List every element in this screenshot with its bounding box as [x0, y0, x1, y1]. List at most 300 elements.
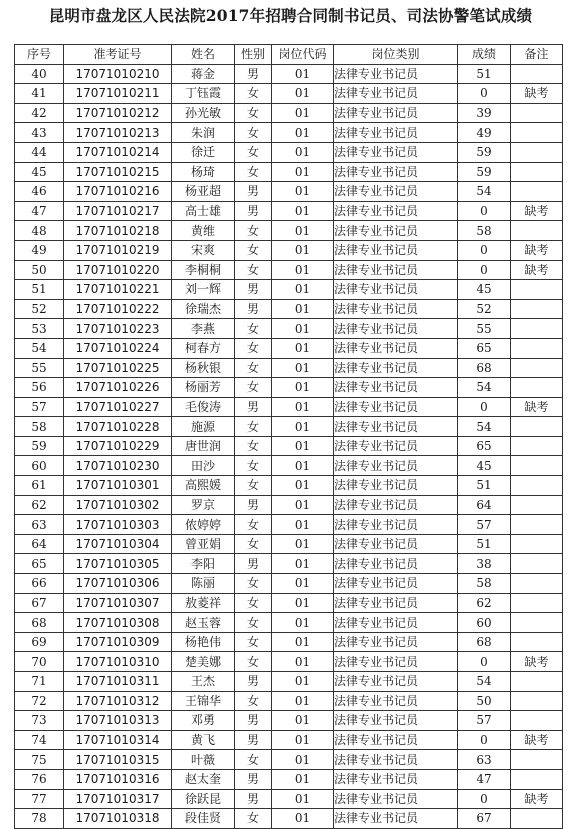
- cell-post-code: 01: [272, 260, 334, 280]
- cell-note: [511, 142, 563, 162]
- cell-post-code: 01: [272, 672, 334, 692]
- cell-post-code: 01: [272, 319, 334, 339]
- cell-seq: 61: [15, 476, 64, 496]
- table-row: [15, 554, 563, 574]
- cell-score: 39: [458, 103, 511, 123]
- cell-name: 黄维: [172, 221, 235, 241]
- cell-seq: 40: [15, 64, 64, 84]
- table-row: [15, 299, 563, 319]
- table-row: [15, 182, 563, 202]
- cell-gender: 女: [235, 750, 272, 770]
- cell-post-code: 01: [272, 769, 334, 789]
- table-row: [15, 574, 563, 594]
- cell-exam-number: 17071010311: [64, 672, 172, 692]
- header-post-code: 岗位代码: [272, 45, 334, 65]
- cell-note: 缺考: [511, 201, 563, 221]
- cell-note: [511, 456, 563, 476]
- cell-post-category: 法律专业书记员: [334, 495, 458, 515]
- cell-note: [511, 358, 563, 378]
- cell-name: 徐迁: [172, 142, 235, 162]
- cell-gender: 女: [235, 574, 272, 594]
- cell-post-category: 法律专业书记员: [334, 730, 458, 750]
- cell-post-code: 01: [272, 182, 334, 202]
- cell-post-code: 01: [272, 750, 334, 770]
- cell-seq: 63: [15, 515, 64, 535]
- cell-post-category: 法律专业书记员: [334, 672, 458, 692]
- cell-seq: 53: [15, 319, 64, 339]
- table-row: [15, 613, 563, 633]
- cell-post-code: 01: [272, 378, 334, 398]
- cell-note: [511, 280, 563, 300]
- cell-score: 60: [458, 613, 511, 633]
- cell-note: [511, 809, 563, 829]
- cell-score: 51: [458, 534, 511, 554]
- cell-name: 赵太奎: [172, 769, 235, 789]
- cell-seq: 41: [15, 84, 64, 104]
- cell-score: 65: [458, 338, 511, 358]
- cell-name: 李桐桐: [172, 260, 235, 280]
- cell-score: 0: [458, 397, 511, 417]
- header-exam-number: 准考证号: [64, 45, 172, 65]
- cell-gender: 女: [235, 632, 272, 652]
- cell-seq: 58: [15, 417, 64, 437]
- cell-name: 赵玉蓉: [172, 613, 235, 633]
- table-row: [15, 436, 563, 456]
- table-body: [15, 64, 563, 828]
- cell-score: 67: [458, 809, 511, 829]
- cell-name: 李阳: [172, 554, 235, 574]
- cell-exam-number: 17071010309: [64, 632, 172, 652]
- cell-seq: 44: [15, 142, 64, 162]
- cell-gender: 女: [235, 162, 272, 182]
- cell-score: 0: [458, 260, 511, 280]
- cell-exam-number: 17071010310: [64, 652, 172, 672]
- cell-gender: 女: [235, 260, 272, 280]
- table-row: [15, 691, 563, 711]
- table-row: [15, 515, 563, 535]
- cell-gender: 女: [235, 417, 272, 437]
- cell-exam-number: 17071010211: [64, 84, 172, 104]
- cell-score: 0: [458, 789, 511, 809]
- header-row: [15, 45, 563, 65]
- cell-gender: 女: [235, 476, 272, 496]
- cell-exam-number: 17071010304: [64, 534, 172, 554]
- cell-post-category: 法律专业书记员: [334, 84, 458, 104]
- cell-post-category: 法律专业书记员: [334, 319, 458, 339]
- cell-score: 47: [458, 769, 511, 789]
- page-title: 昆明市盘龙区人民法院2017年招聘合同制书记员、司法协警笔试成绩: [48, 6, 533, 25]
- cell-score: 57: [458, 515, 511, 535]
- cell-post-category: 法律专业书记员: [334, 613, 458, 633]
- cell-score: 58: [458, 221, 511, 241]
- cell-post-category: 法律专业书记员: [334, 652, 458, 672]
- cell-name: 邓勇: [172, 711, 235, 731]
- cell-score: 55: [458, 319, 511, 339]
- cell-gender: 男: [235, 201, 272, 221]
- cell-name: 杨艳伟: [172, 632, 235, 652]
- cell-post-category: 法律专业书记员: [334, 378, 458, 398]
- table-row: [15, 103, 563, 123]
- cell-gender: 女: [235, 142, 272, 162]
- cell-note: [511, 672, 563, 692]
- table-row: [15, 476, 563, 496]
- table-row: [15, 495, 563, 515]
- cell-exam-number: 17071010313: [64, 711, 172, 731]
- cell-exam-number: 17071010230: [64, 456, 172, 476]
- cell-exam-number: 17071010213: [64, 123, 172, 143]
- cell-score: 54: [458, 378, 511, 398]
- cell-post-category: 法律专业书记员: [334, 162, 458, 182]
- table-row: [15, 672, 563, 692]
- cell-score: 54: [458, 182, 511, 202]
- cell-note: [511, 691, 563, 711]
- cell-post-category: 法律专业书记员: [334, 299, 458, 319]
- cell-note: [511, 162, 563, 182]
- cell-gender: 男: [235, 64, 272, 84]
- cell-gender: 女: [235, 691, 272, 711]
- cell-post-category: 法律专业书记员: [334, 280, 458, 300]
- cell-note: [511, 593, 563, 613]
- cell-seq: 54: [15, 338, 64, 358]
- cell-gender: 男: [235, 182, 272, 202]
- cell-name: 朱润: [172, 123, 235, 143]
- table-row: [15, 417, 563, 437]
- cell-name: 毛俊涛: [172, 397, 235, 417]
- cell-seq: 49: [15, 240, 64, 260]
- cell-post-category: 法律专业书记员: [334, 515, 458, 535]
- cell-note: [511, 534, 563, 554]
- cell-score: 68: [458, 358, 511, 378]
- cell-name: 侬婷婷: [172, 515, 235, 535]
- cell-score: 65: [458, 436, 511, 456]
- cell-post-code: 01: [272, 358, 334, 378]
- cell-score: 0: [458, 84, 511, 104]
- cell-gender: 女: [235, 593, 272, 613]
- cell-seq: 66: [15, 574, 64, 594]
- cell-name: 宋爽: [172, 240, 235, 260]
- cell-name: 段佳贤: [172, 809, 235, 829]
- cell-post-code: 01: [272, 613, 334, 633]
- table-row: [15, 711, 563, 731]
- header-score: 成绩: [458, 45, 511, 65]
- cell-score: 45: [458, 280, 511, 300]
- cell-seq: 72: [15, 691, 64, 711]
- cell-exam-number: 17071010316: [64, 769, 172, 789]
- cell-exam-number: 17071010223: [64, 319, 172, 339]
- cell-note: [511, 574, 563, 594]
- cell-gender: 女: [235, 809, 272, 829]
- cell-seq: 69: [15, 632, 64, 652]
- table-row: [15, 64, 563, 84]
- cell-gender: 女: [235, 358, 272, 378]
- cell-post-code: 01: [272, 574, 334, 594]
- cell-exam-number: 17071010306: [64, 574, 172, 594]
- cell-exam-number: 17071010219: [64, 240, 172, 260]
- cell-post-category: 法律专业书记员: [334, 260, 458, 280]
- cell-score: 54: [458, 417, 511, 437]
- header-gender: 性别: [235, 45, 272, 65]
- cell-seq: 45: [15, 162, 64, 182]
- cell-seq: 77: [15, 789, 64, 809]
- cell-note: [511, 495, 563, 515]
- table-row: [15, 201, 563, 221]
- cell-seq: 67: [15, 593, 64, 613]
- table-row: [15, 652, 563, 672]
- cell-score: 51: [458, 64, 511, 84]
- cell-gender: 男: [235, 789, 272, 809]
- cell-post-category: 法律专业书记员: [334, 201, 458, 221]
- cell-exam-number: 17071010308: [64, 613, 172, 633]
- cell-note: 缺考: [511, 730, 563, 750]
- cell-note: [511, 299, 563, 319]
- cell-exam-number: 17071010215: [64, 162, 172, 182]
- cell-post-category: 法律专业书记员: [334, 456, 458, 476]
- table-row: [15, 280, 563, 300]
- cell-name: 黄飞: [172, 730, 235, 750]
- cell-seq: 62: [15, 495, 64, 515]
- cell-post-code: 01: [272, 809, 334, 829]
- cell-gender: 女: [235, 319, 272, 339]
- cell-exam-number: 17071010227: [64, 397, 172, 417]
- cell-exam-number: 17071010301: [64, 476, 172, 496]
- cell-post-code: 01: [272, 515, 334, 535]
- cell-note: [511, 182, 563, 202]
- cell-name: 徐跃昆: [172, 789, 235, 809]
- cell-post-code: 01: [272, 436, 334, 456]
- cell-post-category: 法律专业书记员: [334, 436, 458, 456]
- table-row: [15, 319, 563, 339]
- cell-post-category: 法律专业书记员: [334, 240, 458, 260]
- cell-post-code: 01: [272, 84, 334, 104]
- cell-name: 杨亚超: [172, 182, 235, 202]
- cell-exam-number: 17071010220: [64, 260, 172, 280]
- cell-seq: 51: [15, 280, 64, 300]
- cell-post-code: 01: [272, 495, 334, 515]
- cell-name: 王锦华: [172, 691, 235, 711]
- cell-exam-number: 17071010221: [64, 280, 172, 300]
- cell-exam-number: 17071010314: [64, 730, 172, 750]
- cell-exam-number: 17071010212: [64, 103, 172, 123]
- cell-post-category: 法律专业书记员: [334, 397, 458, 417]
- cell-post-category: 法律专业书记员: [334, 358, 458, 378]
- header-name: 姓名: [172, 45, 235, 65]
- cell-score: 51: [458, 476, 511, 496]
- cell-note: [511, 613, 563, 633]
- cell-exam-number: 17071010312: [64, 691, 172, 711]
- cell-seq: 78: [15, 809, 64, 829]
- cell-seq: 57: [15, 397, 64, 417]
- cell-seq: 43: [15, 123, 64, 143]
- cell-exam-number: 17071010217: [64, 201, 172, 221]
- cell-score: 0: [458, 240, 511, 260]
- cell-score: 50: [458, 691, 511, 711]
- cell-post-code: 01: [272, 142, 334, 162]
- cell-note: [511, 769, 563, 789]
- cell-name: 蒋金: [172, 64, 235, 84]
- table-row: [15, 730, 563, 750]
- cell-post-code: 01: [272, 103, 334, 123]
- cell-post-code: 01: [272, 299, 334, 319]
- table-row: [15, 338, 563, 358]
- cell-exam-number: 17071010210: [64, 64, 172, 84]
- cell-exam-number: 17071010226: [64, 378, 172, 398]
- table-row: [15, 260, 563, 280]
- cell-note: [511, 417, 563, 437]
- cell-post-category: 法律专业书记员: [334, 338, 458, 358]
- cell-post-code: 01: [272, 240, 334, 260]
- cell-post-category: 法律专业书记员: [334, 632, 458, 652]
- cell-note: 缺考: [511, 240, 563, 260]
- header-note: 备注: [511, 45, 563, 65]
- cell-note: [511, 378, 563, 398]
- cell-gender: 男: [235, 769, 272, 789]
- cell-post-category: 法律专业书记员: [334, 711, 458, 731]
- cell-post-category: 法律专业书记员: [334, 750, 458, 770]
- cell-seq: 42: [15, 103, 64, 123]
- cell-gender: 女: [235, 103, 272, 123]
- cell-seq: 71: [15, 672, 64, 692]
- cell-post-code: 01: [272, 554, 334, 574]
- cell-score: 52: [458, 299, 511, 319]
- cell-name: 丁钰霞: [172, 84, 235, 104]
- table-row: [15, 397, 563, 417]
- cell-exam-number: 17071010224: [64, 338, 172, 358]
- cell-post-category: 法律专业书记员: [334, 789, 458, 809]
- cell-score: 54: [458, 672, 511, 692]
- table-row: [15, 750, 563, 770]
- cell-exam-number: 17071010317: [64, 789, 172, 809]
- cell-name: 杨秋银: [172, 358, 235, 378]
- cell-post-code: 01: [272, 652, 334, 672]
- cell-note: [511, 711, 563, 731]
- cell-post-category: 法律专业书记员: [334, 691, 458, 711]
- cell-score: 0: [458, 730, 511, 750]
- cell-post-category: 法律专业书记员: [334, 142, 458, 162]
- cell-note: 缺考: [511, 260, 563, 280]
- cell-note: [511, 632, 563, 652]
- cell-post-code: 01: [272, 397, 334, 417]
- cell-gender: 女: [235, 436, 272, 456]
- cell-seq: 68: [15, 613, 64, 633]
- cell-exam-number: 17071010307: [64, 593, 172, 613]
- cell-gender: 男: [235, 299, 272, 319]
- cell-post-category: 法律专业书记员: [334, 476, 458, 496]
- cell-exam-number: 17071010302: [64, 495, 172, 515]
- cell-score: 59: [458, 162, 511, 182]
- cell-exam-number: 17071010315: [64, 750, 172, 770]
- cell-name: 李燕: [172, 319, 235, 339]
- header-seq: 序号: [15, 45, 64, 65]
- cell-gender: 男: [235, 397, 272, 417]
- cell-gender: 女: [235, 515, 272, 535]
- cell-score: 64: [458, 495, 511, 515]
- cell-post-category: 法律专业书记员: [334, 417, 458, 437]
- cell-note: 缺考: [511, 84, 563, 104]
- cell-post-code: 01: [272, 64, 334, 84]
- cell-exam-number: 17071010218: [64, 221, 172, 241]
- cell-exam-number: 17071010229: [64, 436, 172, 456]
- table-row: [15, 593, 563, 613]
- cell-name: 曾亚娟: [172, 534, 235, 554]
- cell-exam-number: 17071010228: [64, 417, 172, 437]
- cell-post-category: 法律专业书记员: [334, 574, 458, 594]
- cell-name: 刘一辉: [172, 280, 235, 300]
- cell-seq: 64: [15, 534, 64, 554]
- table-row: [15, 534, 563, 554]
- cell-seq: 52: [15, 299, 64, 319]
- cell-post-code: 01: [272, 476, 334, 496]
- cell-score: 45: [458, 456, 511, 476]
- cell-post-category: 法律专业书记员: [334, 182, 458, 202]
- cell-seq: 46: [15, 182, 64, 202]
- cell-gender: 男: [235, 495, 272, 515]
- cell-note: [511, 476, 563, 496]
- cell-post-category: 法律专业书记员: [334, 103, 458, 123]
- table-row: [15, 456, 563, 476]
- cell-seq: 59: [15, 436, 64, 456]
- cell-note: [511, 515, 563, 535]
- cell-seq: 56: [15, 378, 64, 398]
- cell-post-category: 法律专业书记员: [334, 809, 458, 829]
- cell-note: [511, 338, 563, 358]
- cell-gender: 女: [235, 84, 272, 104]
- cell-exam-number: 17071010216: [64, 182, 172, 202]
- cell-post-category: 法律专业书记员: [334, 534, 458, 554]
- cell-exam-number: 17071010318: [64, 809, 172, 829]
- cell-name: 王杰: [172, 672, 235, 692]
- cell-seq: 74: [15, 730, 64, 750]
- cell-name: 楚美娜: [172, 652, 235, 672]
- cell-note: [511, 103, 563, 123]
- cell-gender: 女: [235, 534, 272, 554]
- cell-seq: 73: [15, 711, 64, 731]
- cell-exam-number: 17071010222: [64, 299, 172, 319]
- cell-gender: 男: [235, 730, 272, 750]
- cell-gender: 男: [235, 280, 272, 300]
- cell-name: 高熙媛: [172, 476, 235, 496]
- cell-note: 缺考: [511, 652, 563, 672]
- cell-exam-number: 17071010214: [64, 142, 172, 162]
- cell-post-category: 法律专业书记员: [334, 769, 458, 789]
- cell-name: 叶薇: [172, 750, 235, 770]
- cell-gender: 女: [235, 240, 272, 260]
- cell-post-code: 01: [272, 711, 334, 731]
- cell-gender: 女: [235, 613, 272, 633]
- cell-post-code: 01: [272, 221, 334, 241]
- cell-post-code: 01: [272, 338, 334, 358]
- cell-note: 缺考: [511, 789, 563, 809]
- cell-gender: 女: [235, 378, 272, 398]
- cell-name: 杨丽芳: [172, 378, 235, 398]
- cell-gender: 女: [235, 221, 272, 241]
- cell-score: 58: [458, 574, 511, 594]
- table-row: [15, 142, 563, 162]
- table-row: [15, 358, 563, 378]
- cell-name: 敖菱祥: [172, 593, 235, 613]
- table-row: [15, 162, 563, 182]
- cell-name: 杨琦: [172, 162, 235, 182]
- cell-post-category: 法律专业书记员: [334, 221, 458, 241]
- cell-seq: 50: [15, 260, 64, 280]
- table-row: [15, 221, 563, 241]
- table-row: [15, 632, 563, 652]
- cell-gender: 男: [235, 672, 272, 692]
- table-header: [15, 45, 563, 65]
- cell-score: 0: [458, 201, 511, 221]
- cell-post-code: 01: [272, 456, 334, 476]
- cell-seq: 60: [15, 456, 64, 476]
- cell-seq: 70: [15, 652, 64, 672]
